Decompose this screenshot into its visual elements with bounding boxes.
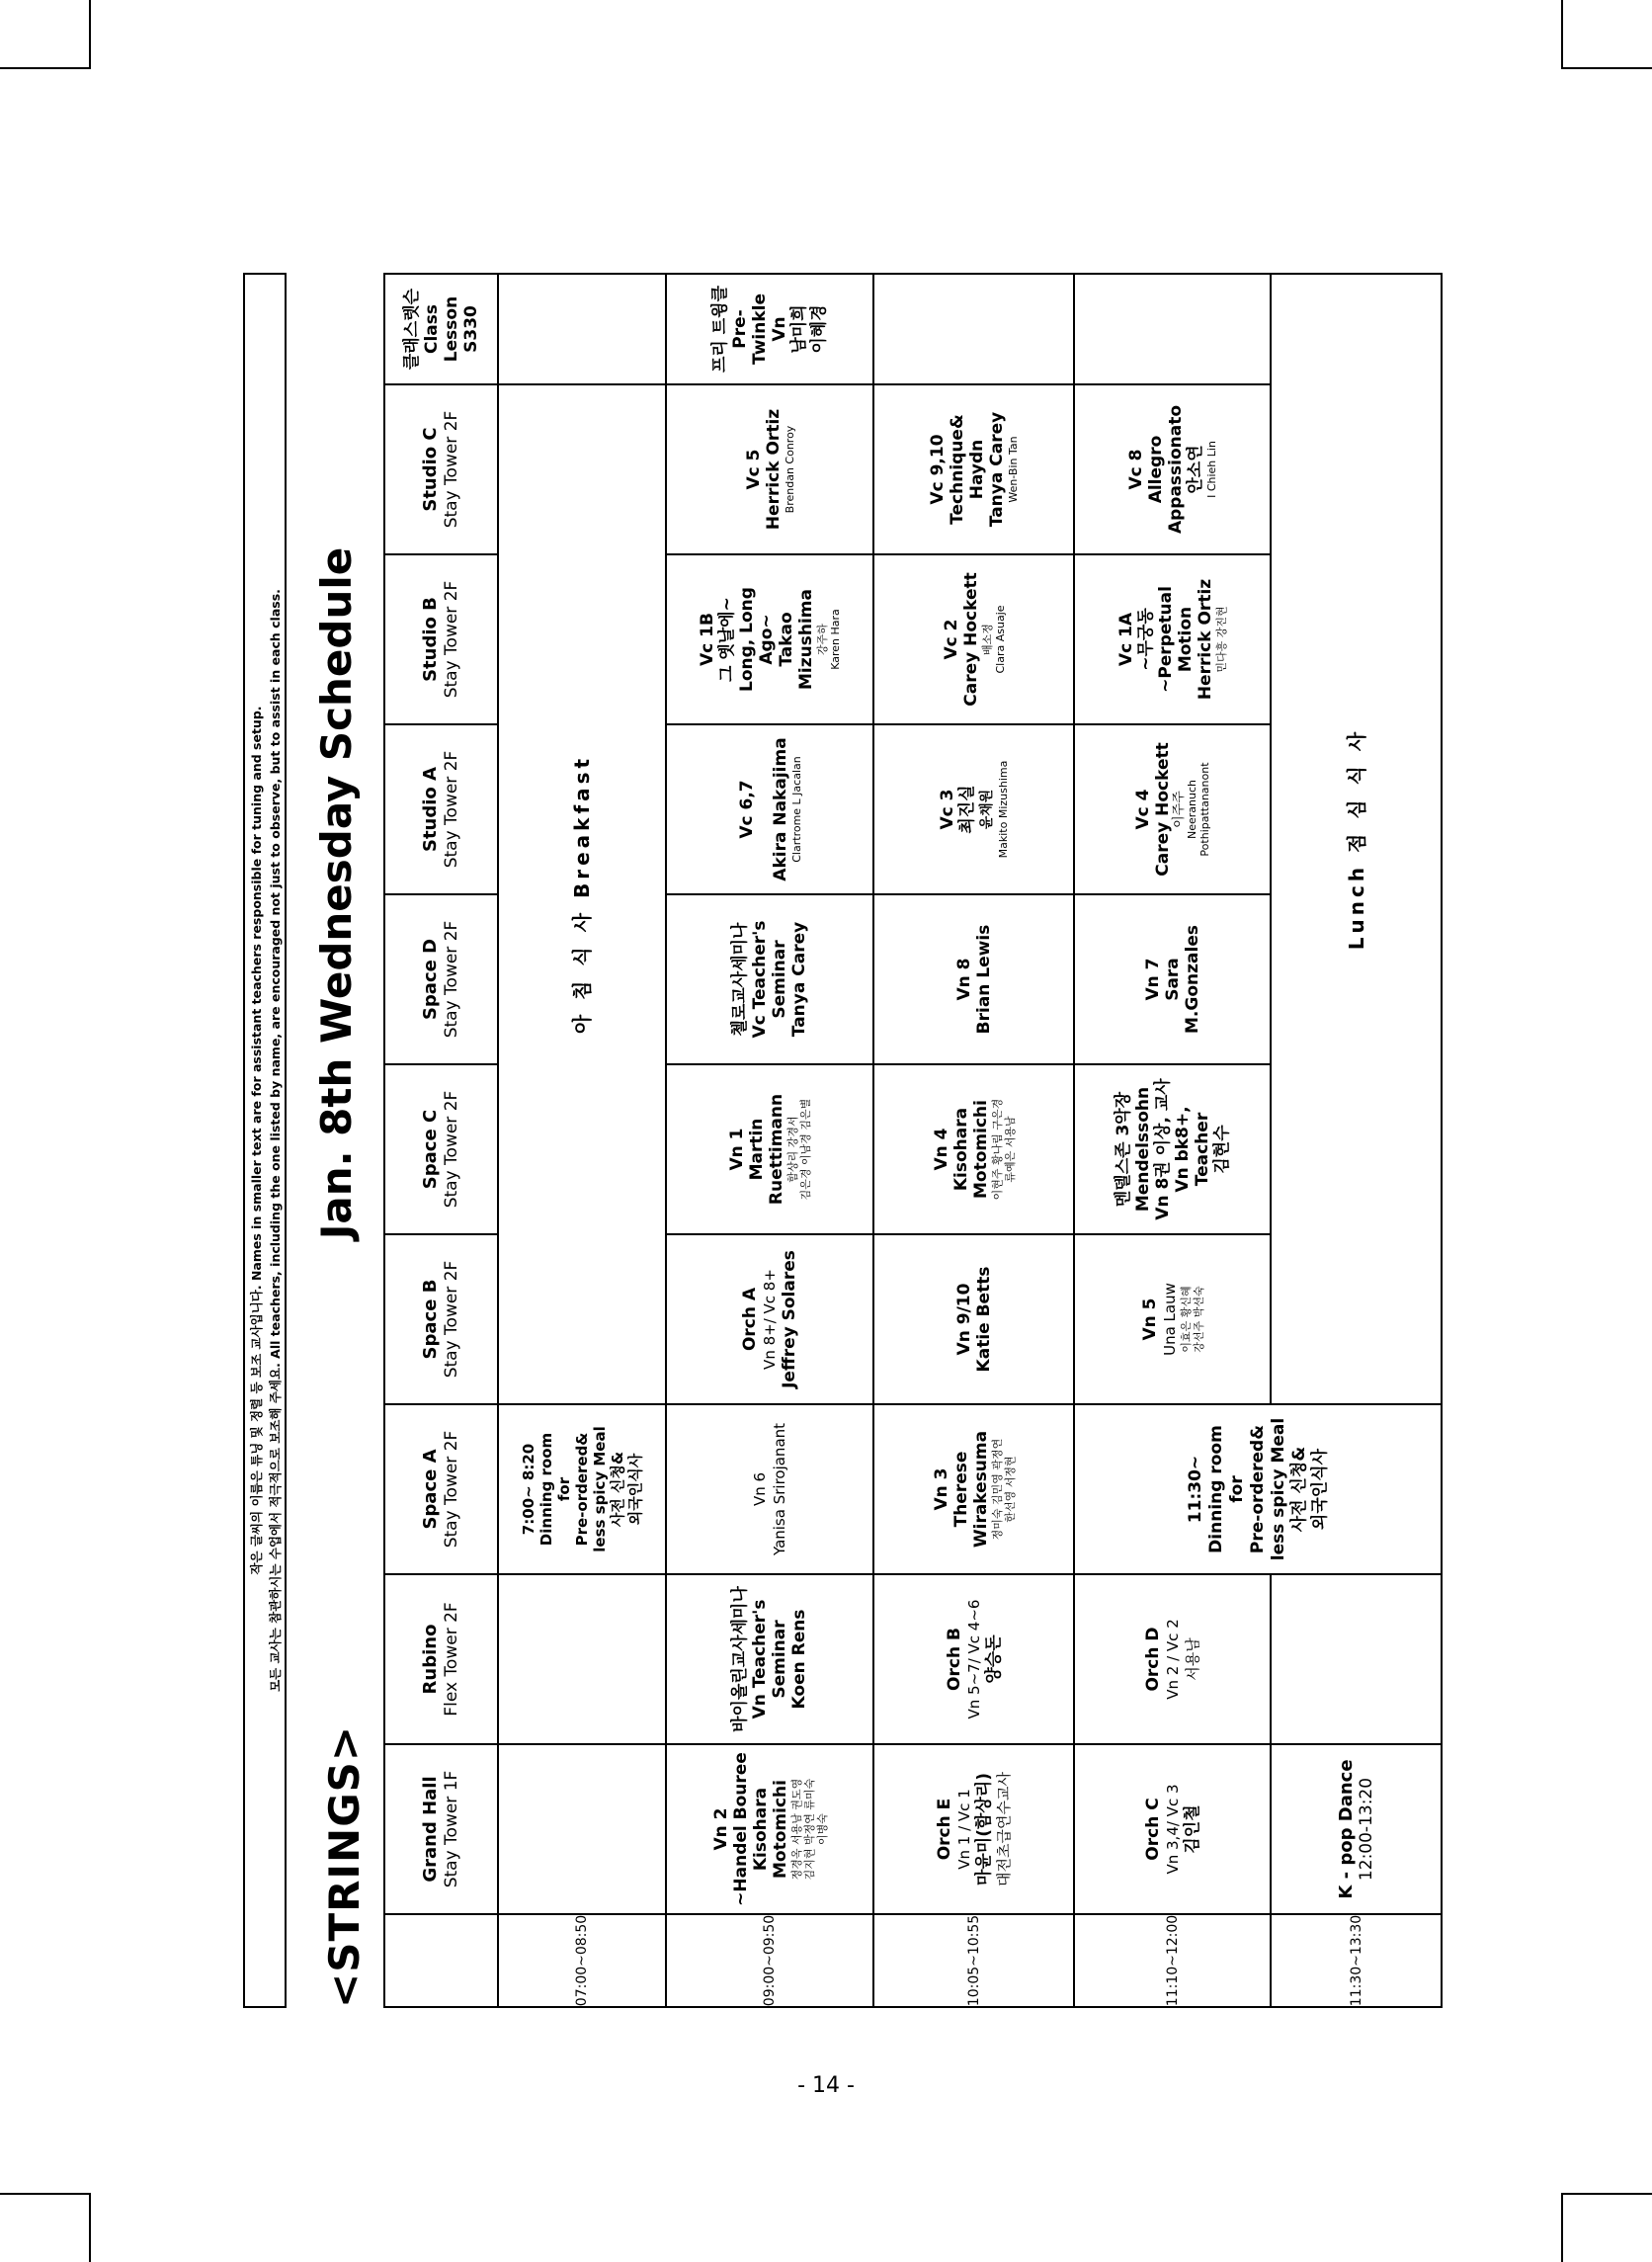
class-cell <box>1073 1573 1272 1745</box>
crop-mark <box>89 0 91 69</box>
time-slot <box>872 1913 1075 2008</box>
room-name: Space D <box>420 938 441 1021</box>
cell-line: Vn 8 <box>953 958 974 1001</box>
crop-mark <box>0 67 91 69</box>
header-space-a <box>383 1403 499 1575</box>
cell-line: Vn bk8+, Teacher <box>1172 1106 1212 1193</box>
room-location: Stay Tower 2F <box>442 920 461 1039</box>
teacher-name: Carey Hockett <box>1153 742 1173 877</box>
header-group-lesson <box>383 273 499 385</box>
group-empty <box>1073 273 1272 385</box>
time-label: 07:00~08:50 <box>574 1914 590 2007</box>
room-name: Studio A <box>420 767 441 853</box>
class-cell <box>872 1743 1075 1915</box>
crop-mark <box>0 2193 91 2195</box>
teacher-name: 최진실 <box>957 785 977 834</box>
room-location: Stay Tower 1F <box>442 1770 461 1888</box>
room-location: Flex Tower 2F <box>442 1602 461 1717</box>
breakfast-label: 아 침 식 사 Breakfast <box>570 754 594 1035</box>
cell-line: Vc 1A <box>1116 612 1136 667</box>
teacher-name: 남미희 <box>789 304 809 354</box>
class-cell <box>872 1403 1075 1575</box>
teacher-name: Tanya Carey <box>789 921 809 1038</box>
schedule-sheet <box>243 273 1443 2008</box>
teacher-name: Kisohara <box>950 1107 971 1192</box>
notice-line-1: 작은 글씨의 이름은 튜닝 및 정렬 등 보조 교사입니다. Names in smaller text are for assistant teachers responsible for tuning and setup. <box>249 706 264 1575</box>
cell-line: Orch B <box>944 1628 964 1691</box>
cell-line: less spicy Meal <box>1268 1417 1288 1561</box>
crop-mark <box>1561 2193 1652 2195</box>
cell-line: Motion <box>1176 606 1196 673</box>
cell-line: Orch E <box>934 1798 954 1861</box>
class-cell <box>1073 1743 1272 1915</box>
time-label: 11:30~13:30 <box>1348 1914 1364 2007</box>
cell-line: Vc Teacher's <box>750 920 770 1039</box>
schedule-title: Jan. 8th Wednesday Schedule <box>312 546 361 1240</box>
cell-line: Vn 5~7/ Vc 4~6 <box>964 1599 983 1719</box>
cell-line: Haydn <box>967 439 987 500</box>
group-breakfast <box>497 273 667 385</box>
class-cell <box>872 1063 1075 1235</box>
assistant-names: 강선주 박선숙 <box>1192 1286 1205 1353</box>
cell-line: 사전 신청& <box>609 1451 626 1528</box>
class-cell <box>1073 1233 1272 1405</box>
schedule-table <box>383 273 1443 2008</box>
cell-line: 외국인식사 <box>626 1453 644 1526</box>
crop-mark <box>1561 2193 1563 2262</box>
cell-line: Seminar <box>770 1620 789 1699</box>
teacher-name: Koen Rens <box>789 1609 809 1710</box>
cell-line: ~Handel Bouree <box>730 1752 751 1906</box>
class-cell <box>665 893 874 1065</box>
teacher-name: Mizushima <box>796 589 816 690</box>
class-cell <box>872 1573 1075 1745</box>
time-slot <box>1073 1913 1272 2008</box>
rubino-lunch <box>1270 1573 1443 1745</box>
cell-line: for <box>1226 1475 1247 1503</box>
class-cell <box>665 1403 874 1575</box>
class-cell <box>872 893 1075 1065</box>
teacher-name: 김인철 <box>1182 1804 1202 1854</box>
cell-line: 사전 신청& <box>1288 1446 1309 1533</box>
crop-mark <box>1561 0 1563 69</box>
assistant-names: Makito Mizushima <box>997 760 1010 859</box>
cell-line: 대전초급연수교사 <box>994 1772 1013 1886</box>
cell-line: Ago~ <box>757 614 777 665</box>
rubino-breakfast <box>497 1573 667 1745</box>
assistant-names: 류예은 서용남 <box>1003 1116 1017 1183</box>
teacher-name: 김현수 <box>1211 1125 1232 1174</box>
cell-line: Vc 5 <box>743 449 764 490</box>
cell-line: 프리 트윙클 <box>710 285 730 374</box>
cell-line: Vc 3 <box>938 789 957 830</box>
kpop-dance-cell <box>1270 1743 1443 1915</box>
teacher-name: Una Lauw <box>1160 1283 1179 1356</box>
teacher-name: 이혜경 <box>809 304 829 354</box>
cell-line: Vc 2 <box>941 619 961 660</box>
time-slot <box>497 1913 667 2008</box>
class-cell <box>1073 893 1272 1065</box>
assistant-names: 이효은 황신혜 <box>1179 1286 1193 1353</box>
cell-line: 7:00~ 8:20 <box>520 1443 537 1536</box>
cell-line: Dinning room <box>1205 1425 1226 1553</box>
room-location: Stay Tower 2F <box>442 580 461 699</box>
time-label: 10:05~10:55 <box>965 1914 982 2007</box>
assistant-names: 이병숙 <box>815 1813 829 1845</box>
cell-line: Appassionato <box>1166 404 1186 535</box>
assistant-names: 민다흥 강진현 <box>1215 606 1228 673</box>
room-location: Stay Tower 2F <box>442 1430 461 1549</box>
class-cell <box>872 723 1075 895</box>
teacher-name: Takao <box>777 612 796 667</box>
cell-line: ~Perpetual <box>1156 586 1176 693</box>
cell-line: Vn 2 / Vc 2 <box>1163 1619 1182 1700</box>
teacher-name: Brian Lewis <box>973 924 994 1035</box>
cell-line: Vc 9,10 <box>928 434 948 505</box>
cell-line: Vn 9/10 <box>953 1283 974 1356</box>
teacher-name: Herrick Ortiz <box>1196 578 1215 701</box>
grand-hall-breakfast <box>497 1743 667 1915</box>
cell-line: Vc 6,7 <box>736 780 757 839</box>
room-name: Studio C <box>420 427 441 512</box>
assistant-names: 한선영 서정현 <box>1003 1456 1017 1523</box>
class-cell <box>872 383 1075 555</box>
teacher-name: Jeffrey Solares <box>780 1250 799 1388</box>
header-time <box>383 1913 499 2008</box>
cell-line: 첼로교사세미나 <box>730 922 750 1037</box>
notice-box <box>243 273 287 2008</box>
room-location: Stay Tower 2F <box>442 1260 461 1379</box>
lunch-dining-cell <box>1073 1403 1443 1575</box>
teacher-name: Kisohara Motomichi <box>750 1780 790 1879</box>
room-name: Grand Hall <box>420 1776 441 1883</box>
header-studio-a <box>383 723 499 895</box>
assistant-names: I Chieh Lin <box>1205 441 1218 498</box>
teacher-name: Akira Nakajima <box>770 737 790 881</box>
teacher-name: Therese <box>950 1451 971 1528</box>
class-cell <box>1073 383 1272 555</box>
teacher-name: Carey Hockett <box>960 572 981 707</box>
assistant-names: 강주하 <box>816 624 829 655</box>
header-rubino <box>383 1573 499 1745</box>
class-cell <box>665 383 874 555</box>
group-lesson-line: Lesson <box>441 295 461 363</box>
room-name: Studio B <box>420 597 441 682</box>
cell-line: Vc 4 <box>1133 789 1153 830</box>
assistant-names: Clartrome L Jacalan <box>789 756 803 863</box>
class-cell <box>665 273 874 385</box>
breakfast-dining-cell <box>497 1403 667 1575</box>
assistant-names: Clara Asuaje <box>993 605 1007 674</box>
cell-line: Long, Long <box>737 587 757 692</box>
header-space-d <box>383 893 499 1065</box>
assistant-names: 이주주 <box>1172 791 1187 828</box>
group-lesson-line: Class <box>421 304 442 355</box>
teacher-name: Tanya Carey <box>987 411 1007 528</box>
assistant-names: 정경옥 서용남 권도영 <box>789 1778 803 1881</box>
header-space-c <box>383 1063 499 1235</box>
room-name: Space B <box>420 1279 441 1360</box>
page-number: - 14 - <box>797 2073 855 2098</box>
group-lesson-title: 클래스렛슨 <box>401 288 422 371</box>
cell-line: 멘델스존 3악장 <box>1113 1091 1133 1208</box>
cell-line: Orch D <box>1142 1627 1163 1692</box>
lunch-cell <box>1270 273 1443 1405</box>
cell-line: Vn 8+/ Vc 8+ <box>761 1269 779 1370</box>
cell-line: Orch C <box>1142 1798 1163 1861</box>
assistant-names: Karen Hara <box>829 609 842 670</box>
class-cell <box>665 1063 874 1235</box>
crop-mark <box>1561 67 1652 69</box>
cell-line: Vn 3 <box>931 1467 951 1511</box>
cell-line: 바이올린교사세미나 <box>730 1586 750 1732</box>
header-space-b <box>383 1233 499 1405</box>
teacher-name: Motomichi <box>970 1100 991 1199</box>
cell-line: 12:00-13:20 <box>1356 1777 1376 1882</box>
header-studio-c <box>383 383 499 555</box>
group-empty <box>872 273 1075 385</box>
header-grand-hall <box>383 1743 499 1915</box>
cell-line: Vn <box>770 316 789 342</box>
cell-line: 그 옛날에~ <box>717 597 737 682</box>
assistant-names: Wen-Bin Tan <box>1007 436 1020 503</box>
class-cell <box>665 553 874 725</box>
assistant-names: Brendan Conroy <box>783 425 796 514</box>
cell-line: Vn 8권 이상, 교사 <box>1152 1078 1173 1220</box>
teacher-name: Herrick Ortiz <box>763 408 784 531</box>
teacher-name: 윤채원 <box>979 789 995 830</box>
class-cell <box>665 1573 874 1745</box>
cell-line: K - pop Dance <box>1335 1759 1357 1899</box>
assistant-names: 김지현 박정연 류미숙 <box>802 1778 816 1881</box>
cell-line: 11:30~ <box>1185 1455 1205 1524</box>
class-cell <box>1073 723 1272 895</box>
teacher-name: 마윤미(함상리) <box>973 1772 994 1886</box>
cell-line: for <box>555 1476 573 1502</box>
cell-line: Vc 8 <box>1126 449 1146 490</box>
group-lesson-line: S330 <box>460 305 481 353</box>
breakfast-cell <box>497 383 667 1405</box>
time-label: 09:00~09:50 <box>762 1914 778 2007</box>
cell-line: Mendelssohn <box>1132 1086 1153 1213</box>
class-cell <box>665 1233 874 1405</box>
assistant-names: Pothipattananont <box>1198 762 1211 857</box>
lunch-label: Lunch 점 심 식 사 <box>1344 727 1368 951</box>
teacher-name: Katie Betts <box>973 1266 994 1373</box>
room-name: Space C <box>420 1109 441 1190</box>
class-cell <box>1073 553 1272 725</box>
teacher-name: 양승돈 <box>983 1634 1004 1684</box>
cell-line: Pre-ordered& <box>1247 1424 1268 1554</box>
cell-line: Vc 1B <box>698 613 717 666</box>
room-location: Stay Tower 2F <box>442 410 461 529</box>
teacher-name: Martin Ruettimann <box>747 1093 786 1206</box>
room-location: Stay Tower 2F <box>442 1090 461 1209</box>
section-title: <STRINGS> <box>320 1724 369 2008</box>
teacher-name: Sara <box>1162 958 1183 1001</box>
cell-line: Technique& <box>948 414 967 525</box>
cell-line: Dinning room <box>537 1432 555 1547</box>
class-cell <box>872 1233 1075 1405</box>
cell-line: Vn 1 <box>727 1128 747 1171</box>
cell-line: Vn 7 <box>1142 958 1163 1001</box>
class-cell <box>665 1743 874 1915</box>
cell-line: Seminar <box>770 940 789 1019</box>
assistant-names: 정미숙 김민영 곽정연 <box>990 1438 1004 1541</box>
notice-line-2: 모든 교사는 참관하시는 수업에서 적극적으로 보조해 주세요. All teachers, including the one listed by name, are encouraged not just to observe, but to assist in each class. <box>268 589 283 1692</box>
cell-line: Vn 1 / Vc 1 <box>954 1789 973 1870</box>
assistant-names: 이현주 황나림 구은경 <box>990 1098 1004 1201</box>
teacher-name: 안소연 <box>1186 445 1205 494</box>
assistant-names: 배소정 <box>980 624 994 655</box>
room-name: Rubino <box>420 1624 441 1695</box>
cell-line: less spicy Meal <box>591 1426 609 1552</box>
cell-line: Vn 6 <box>751 1471 769 1507</box>
room-location: Stay Tower 2F <box>442 750 461 869</box>
time-slot <box>665 1913 874 2008</box>
cell-line: Vn 2 <box>710 1807 731 1851</box>
cell-line: Pre-Twinkle <box>730 293 770 366</box>
cell-line: Pre-ordered& <box>573 1432 591 1547</box>
cell-line: 외국인식사 <box>1309 1448 1330 1531</box>
cell-line: Orch A <box>740 1287 760 1352</box>
time-label: 11:10~12:00 <box>1164 1914 1181 2007</box>
assistant-names: 김은경 이남경 김은별 <box>799 1098 812 1201</box>
teacher-name: 서용남 <box>1183 1637 1201 1681</box>
teacher-name: Yanisa Srirojanant <box>771 1422 788 1556</box>
teacher-name: Wirakesuma <box>970 1430 991 1549</box>
cell-line: ~무궁동 <box>1136 608 1156 671</box>
teacher-name: M.Gonzales <box>1182 925 1202 1034</box>
header-studio-b <box>383 553 499 725</box>
class-cell <box>665 723 874 895</box>
time-slot <box>1270 1913 1443 2008</box>
class-cell <box>1073 1063 1272 1235</box>
cell-line: Vn 5 <box>1139 1298 1160 1341</box>
cell-line: Allegro <box>1146 435 1166 504</box>
cell-line: Vn 3,4/ Vc 3 <box>1163 1784 1182 1875</box>
class-cell <box>872 553 1075 725</box>
cell-line: Vn 4 <box>931 1128 951 1171</box>
crop-mark <box>89 2193 91 2262</box>
cell-line: Vn Teacher's <box>750 1599 770 1719</box>
assistant-names: Neeranuch <box>1186 780 1198 839</box>
room-name: Space A <box>420 1449 441 1530</box>
assistant-names: 함상리 강경서 <box>786 1116 799 1183</box>
